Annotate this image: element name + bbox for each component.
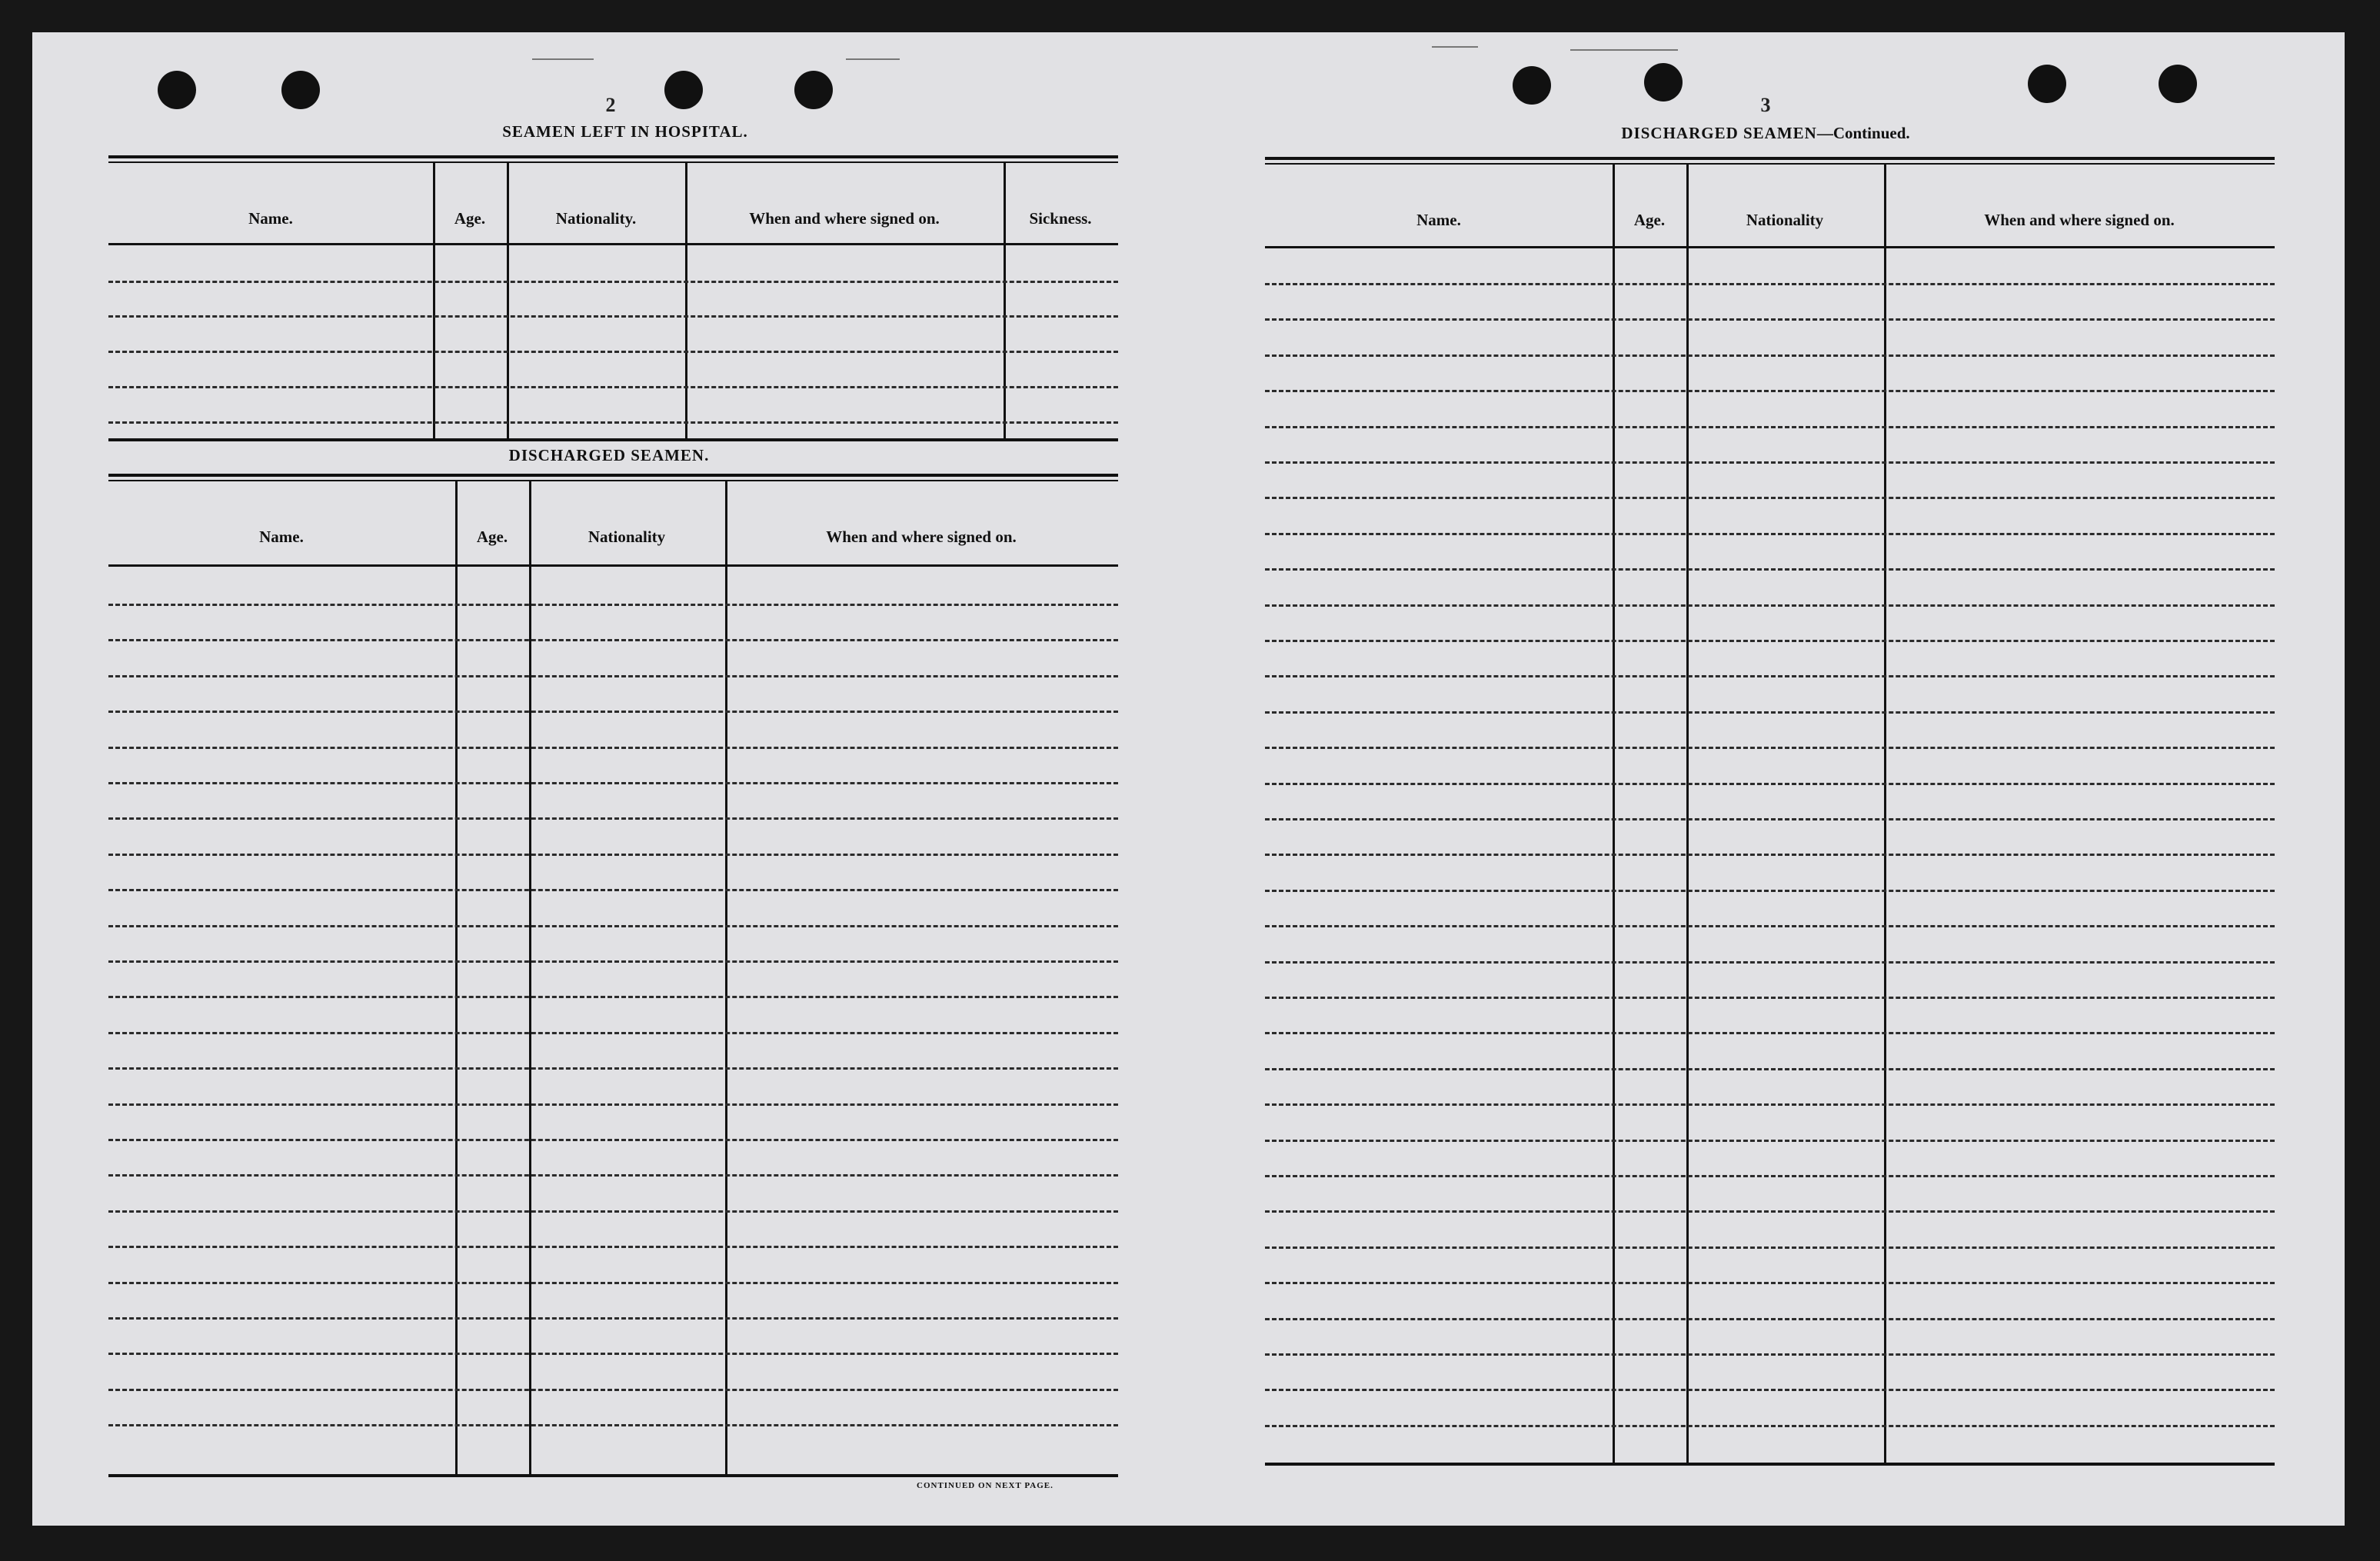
entry-row-line — [108, 1210, 1118, 1213]
title-main: DISCHARGED SEAMEN — [1621, 124, 1817, 142]
entry-row-line — [1265, 426, 2275, 428]
column-divider — [529, 481, 531, 1474]
entry-row-line — [108, 960, 1118, 963]
discharged-section-title: DISCHARGED SEAMEN. — [508, 446, 710, 464]
entry-row-line — [108, 1103, 1118, 1106]
header-signed-on: When and where signed on. — [749, 209, 940, 228]
column-divider — [725, 481, 727, 1474]
page-number-left: 2 — [605, 94, 616, 116]
column-divider — [1884, 165, 1886, 1463]
entry-row-line — [1265, 354, 2275, 357]
entry-row-line — [1265, 961, 2275, 964]
entry-row-line — [108, 1317, 1118, 1320]
header-age: Age. — [1633, 211, 1666, 229]
print-smudge — [532, 58, 594, 60]
entry-row-line — [108, 996, 1118, 998]
entry-row-line — [108, 315, 1118, 318]
header-name: Name. — [1416, 211, 1461, 229]
column-divider — [433, 163, 435, 438]
entry-row-line — [108, 675, 1118, 677]
print-smudge — [1432, 46, 1478, 48]
entry-row-line — [108, 925, 1118, 927]
column-divider — [1004, 163, 1006, 438]
entry-row-line — [108, 421, 1118, 424]
continued-footnote: CONTINUED ON NEXT PAGE. — [917, 1481, 1054, 1490]
entry-row-line — [1265, 711, 2275, 714]
entry-row-line — [108, 351, 1118, 353]
punch-hole — [664, 71, 703, 109]
section-bottom-rule — [108, 438, 1118, 441]
entry-row-line — [1265, 1246, 2275, 1249]
entry-row-line — [1265, 640, 2275, 642]
table-bottom-rule — [1265, 1463, 2275, 1466]
hospital-table — [108, 155, 1118, 438]
header-sickness: Sickness. — [1029, 209, 1092, 228]
entry-row-line — [1265, 783, 2275, 785]
entry-row-line — [108, 1282, 1118, 1284]
print-smudge — [1570, 49, 1678, 51]
entry-row-line — [1265, 1140, 2275, 1142]
table-top-rule — [1265, 157, 2275, 160]
entry-row-line — [1265, 461, 2275, 464]
entry-row-line — [1265, 1353, 2275, 1356]
hospital-section-title: SEAMEN LEFT IN HOSPITAL. — [502, 122, 748, 141]
column-divider — [1613, 165, 1615, 1463]
entry-row-line — [1265, 497, 2275, 499]
entry-row-line — [1265, 997, 2275, 999]
entry-row-line — [108, 1067, 1118, 1070]
entry-row-line — [1265, 1389, 2275, 1391]
entry-row-line — [108, 1246, 1118, 1248]
entry-row-line — [108, 854, 1118, 856]
entry-row-line — [108, 1389, 1118, 1391]
entry-row-line — [108, 604, 1118, 606]
column-divider — [1686, 165, 1689, 1463]
entry-row-line — [1265, 604, 2275, 607]
entry-row-line — [108, 782, 1118, 784]
header-nationality: Nationality — [1746, 211, 1824, 229]
table-top-rule — [1265, 163, 2275, 165]
entry-row-line — [1265, 1282, 2275, 1284]
entry-row-line — [108, 889, 1118, 891]
entry-row-line — [108, 1353, 1118, 1355]
title-suffix: —Continued. — [1816, 124, 1910, 142]
punch-hole — [1513, 66, 1551, 105]
entry-row-line — [1265, 1068, 2275, 1070]
entry-row-line — [108, 1139, 1118, 1141]
discharged-continued-table — [1265, 157, 2275, 1463]
column-divider — [455, 481, 458, 1474]
entry-row-line — [108, 1174, 1118, 1177]
entry-row-line — [108, 1424, 1118, 1426]
header-underline — [1265, 246, 2275, 248]
entry-row-line — [1265, 747, 2275, 749]
page-number-right: 3 — [1760, 94, 1771, 116]
print-smudge — [846, 58, 900, 60]
entry-row-line — [1265, 1318, 2275, 1320]
entry-row-line — [1265, 318, 2275, 321]
entry-row-line — [1265, 390, 2275, 392]
entry-row-line — [1265, 1175, 2275, 1177]
column-divider — [685, 163, 687, 438]
entry-row-line — [108, 386, 1118, 388]
header-nationality: Nationality. — [555, 209, 637, 228]
entry-row-line — [1265, 1425, 2275, 1427]
entry-row-line — [108, 639, 1118, 641]
entry-row-line — [1265, 568, 2275, 571]
header-underline — [108, 243, 1118, 245]
header-age: Age. — [454, 209, 486, 228]
punch-hole — [281, 71, 320, 109]
table-top-rule — [108, 474, 1118, 477]
punch-hole — [794, 71, 833, 109]
entry-row-line — [1265, 925, 2275, 927]
table-top-rule — [108, 480, 1118, 481]
punch-hole — [2028, 65, 2066, 103]
header-age: Age. — [476, 528, 508, 546]
entry-row-line — [1265, 283, 2275, 285]
discharged-continued-title — [1621, 124, 1909, 143]
header-signed-on: When and where signed on. — [826, 528, 1017, 546]
entry-row-line — [1265, 818, 2275, 820]
entry-row-line — [1265, 854, 2275, 856]
header-name: Name. — [248, 209, 293, 228]
header-underline — [108, 564, 1118, 567]
header-nationality: Nationality — [588, 528, 666, 546]
entry-row-line — [1265, 1210, 2275, 1213]
entry-row-line — [108, 1032, 1118, 1034]
entry-row-line — [108, 711, 1118, 713]
entry-row-line — [1265, 1103, 2275, 1106]
entry-row-line — [108, 281, 1118, 283]
punch-hole — [2159, 65, 2197, 103]
punch-hole — [1644, 63, 1683, 102]
table-top-rule — [108, 161, 1118, 163]
entry-row-line — [1265, 890, 2275, 892]
entry-row-line — [1265, 675, 2275, 677]
discharged-table — [108, 474, 1118, 1474]
form-sheet — [32, 32, 2345, 1526]
entry-row-line — [108, 747, 1118, 749]
table-top-rule — [108, 155, 1118, 158]
entry-row-line — [108, 817, 1118, 820]
punch-hole — [158, 71, 196, 109]
table-bottom-rule — [108, 1474, 1118, 1477]
column-divider — [507, 163, 509, 438]
entry-row-line — [1265, 533, 2275, 535]
header-signed-on: When and where signed on. — [1984, 211, 2175, 229]
header-name: Name. — [259, 528, 304, 546]
entry-row-line — [1265, 1032, 2275, 1034]
